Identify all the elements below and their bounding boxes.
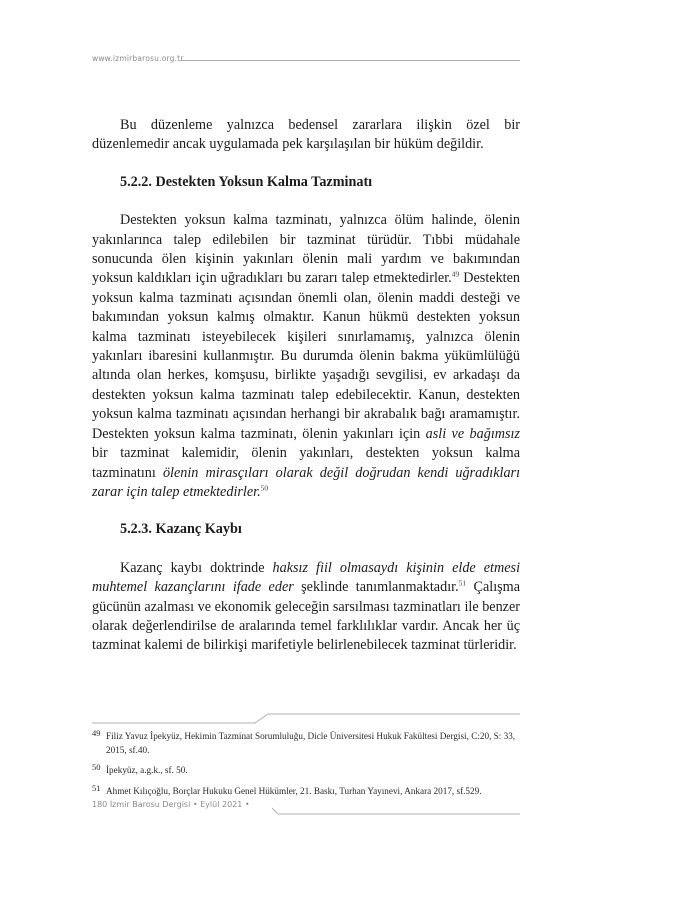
italic-phrase: haksız fiil olmasaydı kişinin elde etmesi muhtemel kazançlarını ifade eder: [92, 559, 521, 596]
footnote-number: 50: [92, 762, 101, 772]
footnote-ref-51[interactable]: 51: [458, 578, 467, 588]
footnotes: [92, 730, 520, 805]
header-url: www.izmirbarosu.org.tr: [92, 54, 184, 63]
footnote-text: İpekyüz, a.g.k., sf. 50.: [106, 765, 188, 775]
paragraph-text: Destekten yoksun kalma tazminatı açısından önemli olan, ölenin maddi desteği ve bakımından yoksun kalmış olmaktır. Kanun hükmü destekten yoksun kalma tazminatı isteyebilecek kişileri sınırlamamış, yalnızca ölenin yakınları ibaresini kullanmıştır. Bu durumda ölenin bakma yükümlülüğü altında olan herkes, komşusu, birlikte yaşadığı sevgilisi, ev arkadaşı da destekten yoksun kalma tazminatı talep edebilecektir. Kanun, destekten yoksun kalma tazminatı açısından herhangi bir akrabalık bağı aramamıştır. Destekten yoksun kalma tazminatı, ölenin yakınları için: [92, 270, 520, 442]
footnote-51: [92, 782, 520, 799]
page-footer: [92, 800, 520, 816]
footnote-separator: [92, 706, 520, 726]
footnote-number: 49: [92, 728, 101, 738]
paragraph-kazanc: [92, 559, 520, 656]
paragraph-text: bir tazminat kalemidir, ölenin yakınları, destekten yoksun kalma tazminatını: [92, 445, 520, 481]
footnote-ref-50[interactable]: 50: [260, 483, 269, 493]
section-heading-kazanc: 5.2.3. Kazanç Kaybı: [120, 521, 242, 538]
italic-phrase: ölenin mirasçıları olarak değil doğrudan kendi uğradıkları zarar için talep etmektedirler.: [92, 464, 521, 500]
paragraph-text: şeklinde tanımlanmaktadır.: [293, 579, 459, 596]
paragraph-text: Çalışma gücünün azalması ve ekonomik geleceğin sarsılması tazminatları ile benzer olarak değerlendirilse de aralarında temel farklılıklar vardır. Ancak her üç tazminat kalemi de bilirkişi marifetiyle belirlenebilecek tazminat türleridir.: [92, 579, 521, 654]
footnote-50: [92, 764, 520, 778]
paragraph-text: Kazanç kaybı doktrinde: [120, 559, 273, 576]
footer-rule: [272, 807, 520, 815]
section-heading-destekten: 5.2.2. Destekten Yoksun Kalma Tazminatı: [120, 173, 373, 190]
footnote-text: Filiz Yavuz İpekyüz, Hekimin Tazminat Sorumluluğu, Dicle Üniversitesi Hukuk Fakültesi Dergisi, C:20, S: 33, 2015, sf.40.: [106, 731, 516, 755]
header-rule: [180, 60, 520, 61]
footnote-number: 51: [92, 782, 101, 793]
italic-phrase: asli ve bağımsız: [425, 425, 520, 442]
main-content: [92, 116, 520, 656]
footnote-ref-49[interactable]: 49: [451, 269, 460, 279]
paragraph-text: Destekten yoksun kalma tazminatı, yalnızca ölüm halinde, ölenin yakınlarınca talep edilebilen bir tazminat türüdür. Tıbbi müdahale sonucunda ölen kişinin yakınları ölenin mali yardım ve bakımından yoksun kaldıkları için uğradıkları bu zararı talep etmektedirler.: [92, 212, 520, 287]
intro-paragraph: Bu düzenleme yalnızca bedensel zararlara ilişkin özel bir düzenlemedir ancak uygulamada pek karşılaşılan bir hüküm değildir.: [92, 117, 520, 153]
footnote-49: [92, 730, 520, 757]
footer-label: 180 İzmir Barosu Dergisi • Eylül 2021 •: [92, 800, 250, 809]
footnote-text: Ahmet Kılıçoğlu, Borçlar Hukuku Genel Hükümler, 21. Baskı, Turhan Yayınevi, Ankara 2017, sf.529.: [106, 785, 482, 796]
paragraph-destekten: [92, 211, 520, 502]
